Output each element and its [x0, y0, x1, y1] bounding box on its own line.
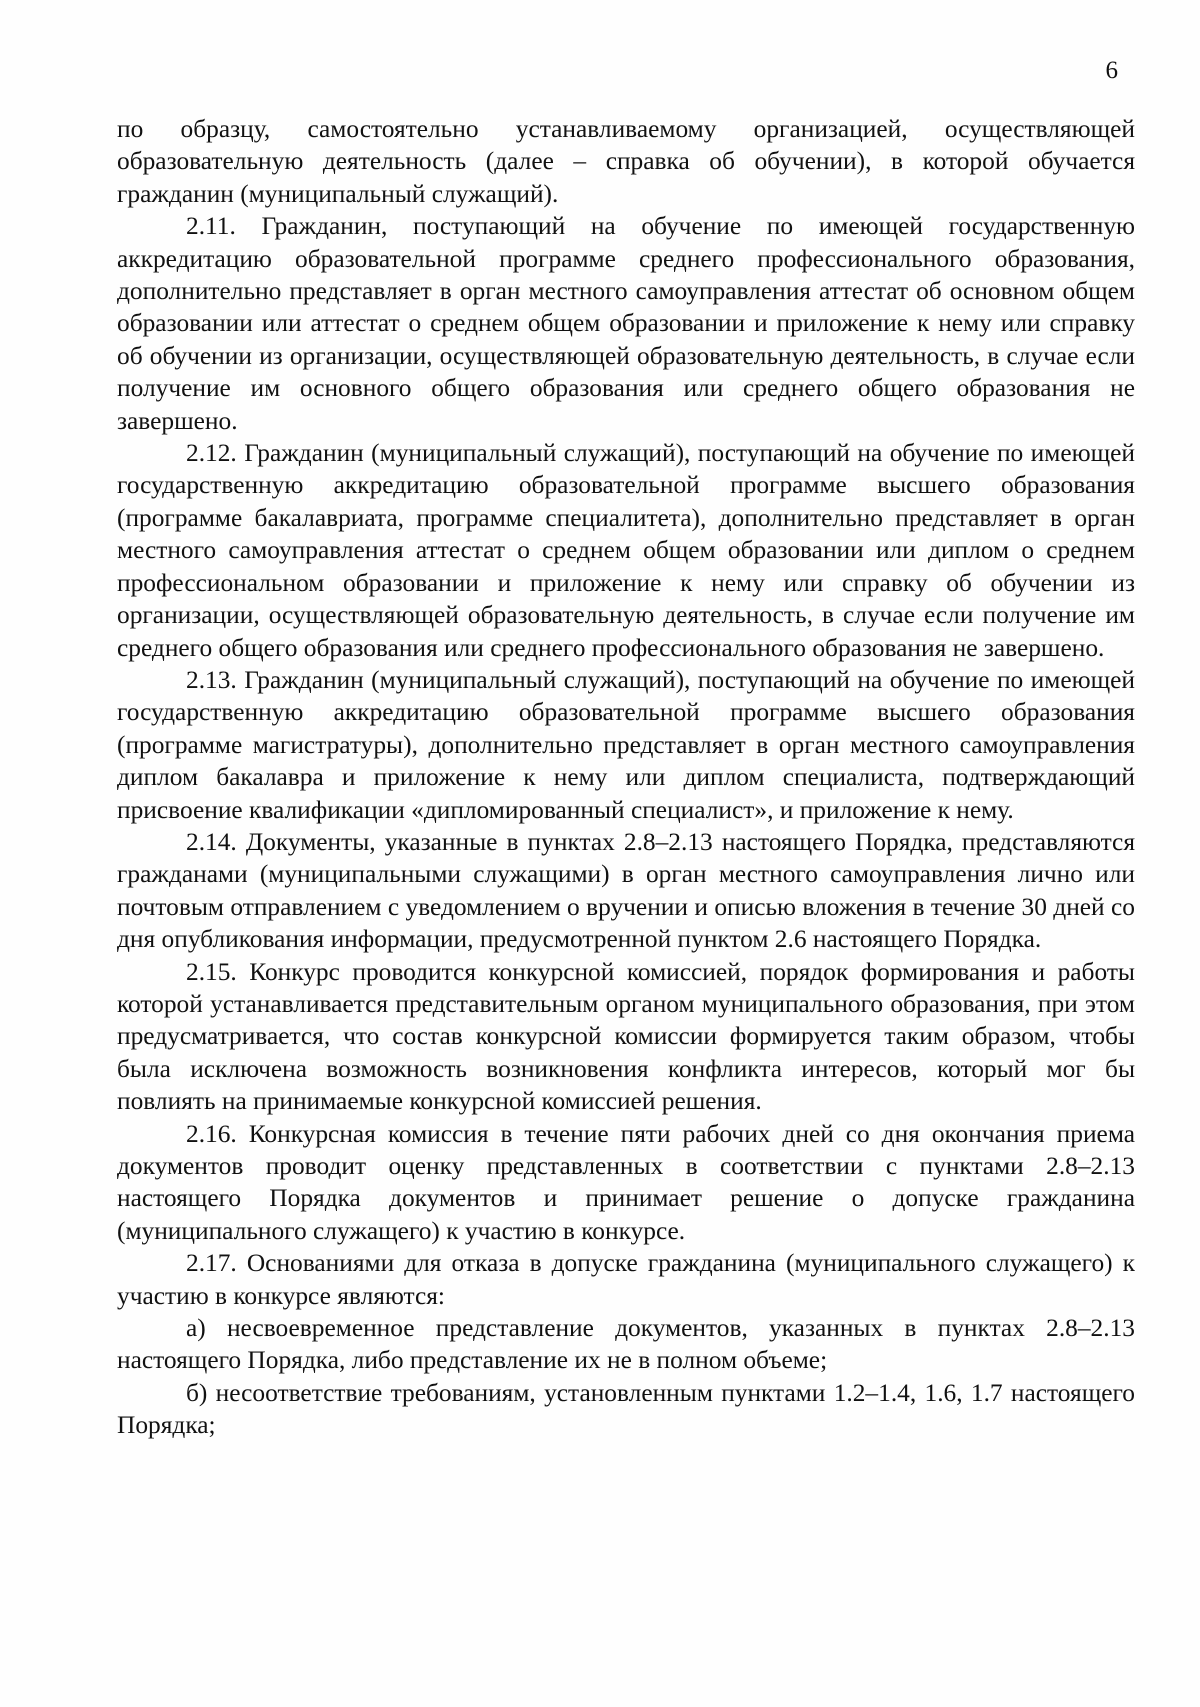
paragraph-2-17: 2.17. Основаниями для отказа в допуске гражданина (муниципального служащего) к участию в конкурсе являются:	[117, 1249, 1135, 1310]
paragraph-2-15: 2.15. Конкурс проводится конкурсной комиссией, порядок формирования и работы которой устанавливается представительным органом муниципального образования, при этом предусматривается, что состав конкурсной комиссии формируется таким образом, чтобы была исключена возможность возникновения конфликта интересов, который мог бы повлиять на принимаемые конкурсной комиссией решения.	[117, 957, 1135, 1116]
list-item-a: а) несвоевременное представление документов, указанных в пунктах 2.8–2.13 настоящего Порядка, либо представление их не в полном объеме;	[117, 1314, 1135, 1375]
document-body	[117, 113, 1135, 1442]
paragraph-2-16: 2.16. Конкурсная комиссия в течение пяти рабочих дней со дня окончания приема документов проводит оценку представленных в соответствии с пунктами 2.8–2.13 настоящего Порядка документов и принимает решение о допуске гражданина (муниципального служащего) к участию в конкурсе.	[117, 1119, 1135, 1245]
paragraph-2-11: 2.11. Гражданин, поступающий на обучение по имеющей государственную аккредитацию образовательной программе среднего профессионального образования, дополнительно представляет в орган местного самоуправления аттестат об основном общем образовании или аттестат о среднем общем образовании и приложение к нему или справку об обучении из организации, осуществляющей образовательную деятельность, в случае если получение им основного общего образования или среднего общего образования не завершено.	[117, 212, 1135, 435]
paragraph-2-12: 2.12. Гражданин (муниципальный служащий), поступающий на обучение по имеющей государственную аккредитацию образовательной программе высшего образования (программе бакалавриата, программе специалитета), дополнительно представляет в орган местного самоуправления аттестат о среднем общем образовании или диплом о среднем профессиональном образовании и приложение к нему или справку об обучении из организации, осуществляющей образовательную деятельность, в случае если получение им среднего общего образования или среднего профессионального образования не завершено.	[117, 439, 1135, 662]
paragraph-2-13: 2.13. Гражданин (муниципальный служащий), поступающий на обучение по имеющей государственную аккредитацию образовательной программе высшего образования (программе магистратуры), дополнительно представляет в орган местного самоуправления диплом бакалавра и приложение к нему или диплом специалиста, подтверждающий присвоение квалификации «дипломированный специалист», и приложение к нему.	[117, 665, 1135, 824]
paragraph-2-14: 2.14. Документы, указанные в пунктах 2.8–2.13 настоящего Порядка, представляются гражданами (муниципальными служащими) в орган местного самоуправления лично или почтовым отправлением с уведомлением о вручении и описью вложения в течение 30 дней со дня опубликования информации, предусмотренной пунктом 2.6 настоящего Порядка.	[117, 827, 1135, 954]
page-number: 6	[1105, 57, 1118, 84]
list-item-b: б) несоответствие требованиям, установленным пунктами 1.2–1.4, 1.6, 1.7 настоящего Порядка;	[117, 1378, 1135, 1440]
paragraph-continuation: по образцу, самостоятельно устанавливаемому организацией, осуществляющей образовательную деятельность (далее – справка об обучении), в которой обучается гражданин (муниципальный служащий).	[117, 115, 1135, 208]
